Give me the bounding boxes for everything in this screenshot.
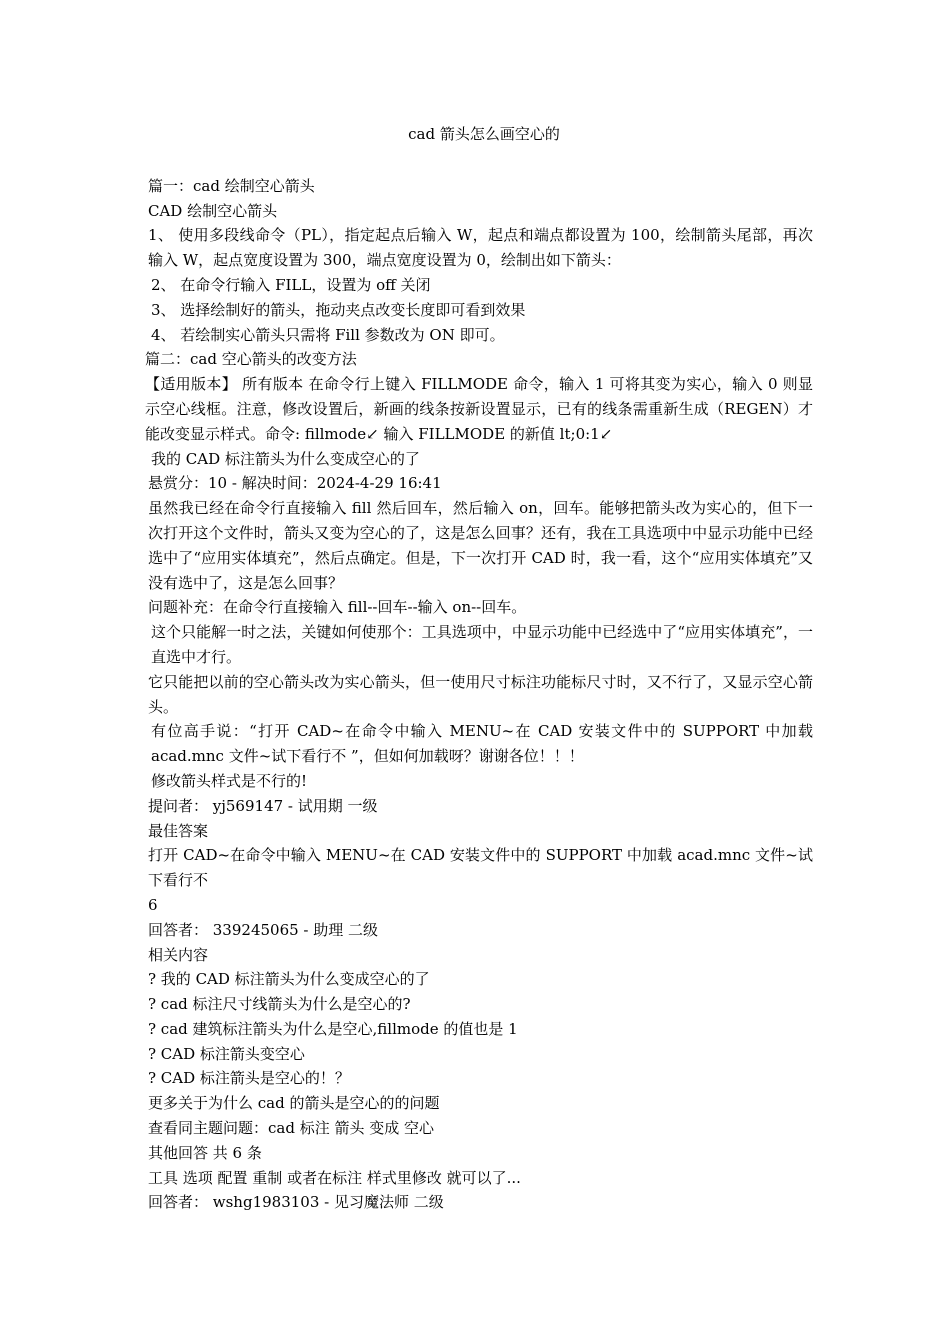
text-line: 最佳答案 — [148, 821, 209, 840]
text-line: 相关内容 — [148, 945, 209, 964]
text-line: 其他回答 共 6 条 — [148, 1143, 262, 1162]
text-line: 虽然我已经在命令行直接输入 fill 然后回车，然后输入 on，回车。能够把箭头改为实心的，但下一次打开这个文件时，箭头又变为空心的了，这是怎么回事？还有，我在工具选项中中显示功能中已经选中了“应用实体填充”，然后点确定。但是，下一次打开 CAD 时，我一看，这个“应用实体填充”又没有选中了，这是怎么回事？ — [148, 499, 813, 592]
text-line: 悬赏分：10 - 解决时间：2024-4-29 16:41 — [148, 474, 442, 493]
text-line: CAD 绘制空心箭头 — [148, 201, 278, 220]
text-line: 回答者： wshg1983103 - 见习魔法师 二级 — [148, 1193, 444, 1212]
text-line: ? cad 标注尺寸线箭头为什么是空心的? — [148, 995, 411, 1014]
text-line: 修改箭头样式是不行的! — [151, 771, 308, 790]
text-line: 更多关于为什么 cad 的箭头是空心的的问题 — [148, 1094, 440, 1113]
text-line: 2、 在命令行输入 FILL，设置为 off 关闭 — [151, 275, 431, 294]
text-line: 回答者： 339245065 - 助理 二级 — [148, 920, 379, 939]
text-line: 篇一：cad 绘制空心箭头 — [148, 176, 315, 195]
text-line: 我的 CAD 标注箭头为什么变成空心的了 — [151, 449, 420, 468]
document-page — [145, 122, 813, 1215]
text-line: 4、 若绘制实心箭头只需将 Fill 参数改为 ON 即可。 — [151, 325, 505, 344]
text-line: 提问者： yj569147 - 试用期 一级 — [148, 796, 378, 815]
text-line: 6 — [148, 895, 158, 914]
text-line: ? 我的 CAD 标注箭头为什么变成空心的了 — [148, 970, 430, 989]
text-line: 打开 CAD~在命令中输入 MENU~在 CAD 安装文件中的 SUPPORT 中加载 acad.mnc 文件~试下看行不 — [148, 846, 813, 890]
text-line: 它只能把以前的空心箭头改为实心箭头，但一使用尺寸标注功能标尺寸时，又不行了，又显示空心箭头。 — [148, 672, 813, 716]
text-line: 1、 使用多段线命令（PL），指定起点后输入 W，起点和端点都设置为 100，绘制箭头尾部，再次输入 W，起点宽度设置为 300，端点宽度设置为 0，绘制出如下箭头： — [148, 226, 813, 270]
document-title: cad 箭头怎么画空心的 — [408, 125, 560, 143]
text-line: 有位高手说：“打开 CAD~在命令中输入 MENU~在 CAD 安装文件中的 SUPPORT 中加载 acad.mnc 文件~试下看行不 ”，但如何加载呀？谢谢各位！！！ — [151, 722, 813, 766]
text-line: ? CAD 标注箭头是空心的！？ — [148, 1069, 350, 1088]
document-body — [145, 174, 813, 1215]
text-line: ? CAD 标注箭头变空心 — [148, 1044, 305, 1063]
text-line: 查看同主题问题：cad 标注 箭头 变成 空心 — [148, 1119, 435, 1138]
text-line: 这个只能解一时之法，关键如何使那个：工具选项中，中显示功能中已经选中了“应用实体填充”，一直选中才行。 — [151, 623, 813, 666]
text-line: 【适用版本】 所有版本 在命令行上键入 FILLMODE 命令，输入 1 可将其变为实心，输入 0 则显示空心线框。注意，修改设置后，新画的线条按新设置显示，已有的线条需重新生成（REGEN）才能改变显示样式。命令: fillmode↙ 输入 FILLMODE 的新值 lt;0:1↙ — [145, 375, 813, 443]
text-line: ? cad 建筑标注箭头为什么是空心,fillmode 的值也是 1 — [148, 1019, 518, 1038]
text-line: 问题补充：在命令行直接输入 fill--回车--输入 on--回车。 — [148, 598, 527, 617]
text-line: 3、 选择绘制好的箭头，拖动夹点改变长度即可看到效果 — [151, 300, 526, 319]
text-line: 工具 选项 配置 重制 或者在标注 样式里修改 就可以了... — [148, 1168, 521, 1187]
text-line: 篇二：cad 空心箭头的改变方法 — [145, 350, 357, 369]
